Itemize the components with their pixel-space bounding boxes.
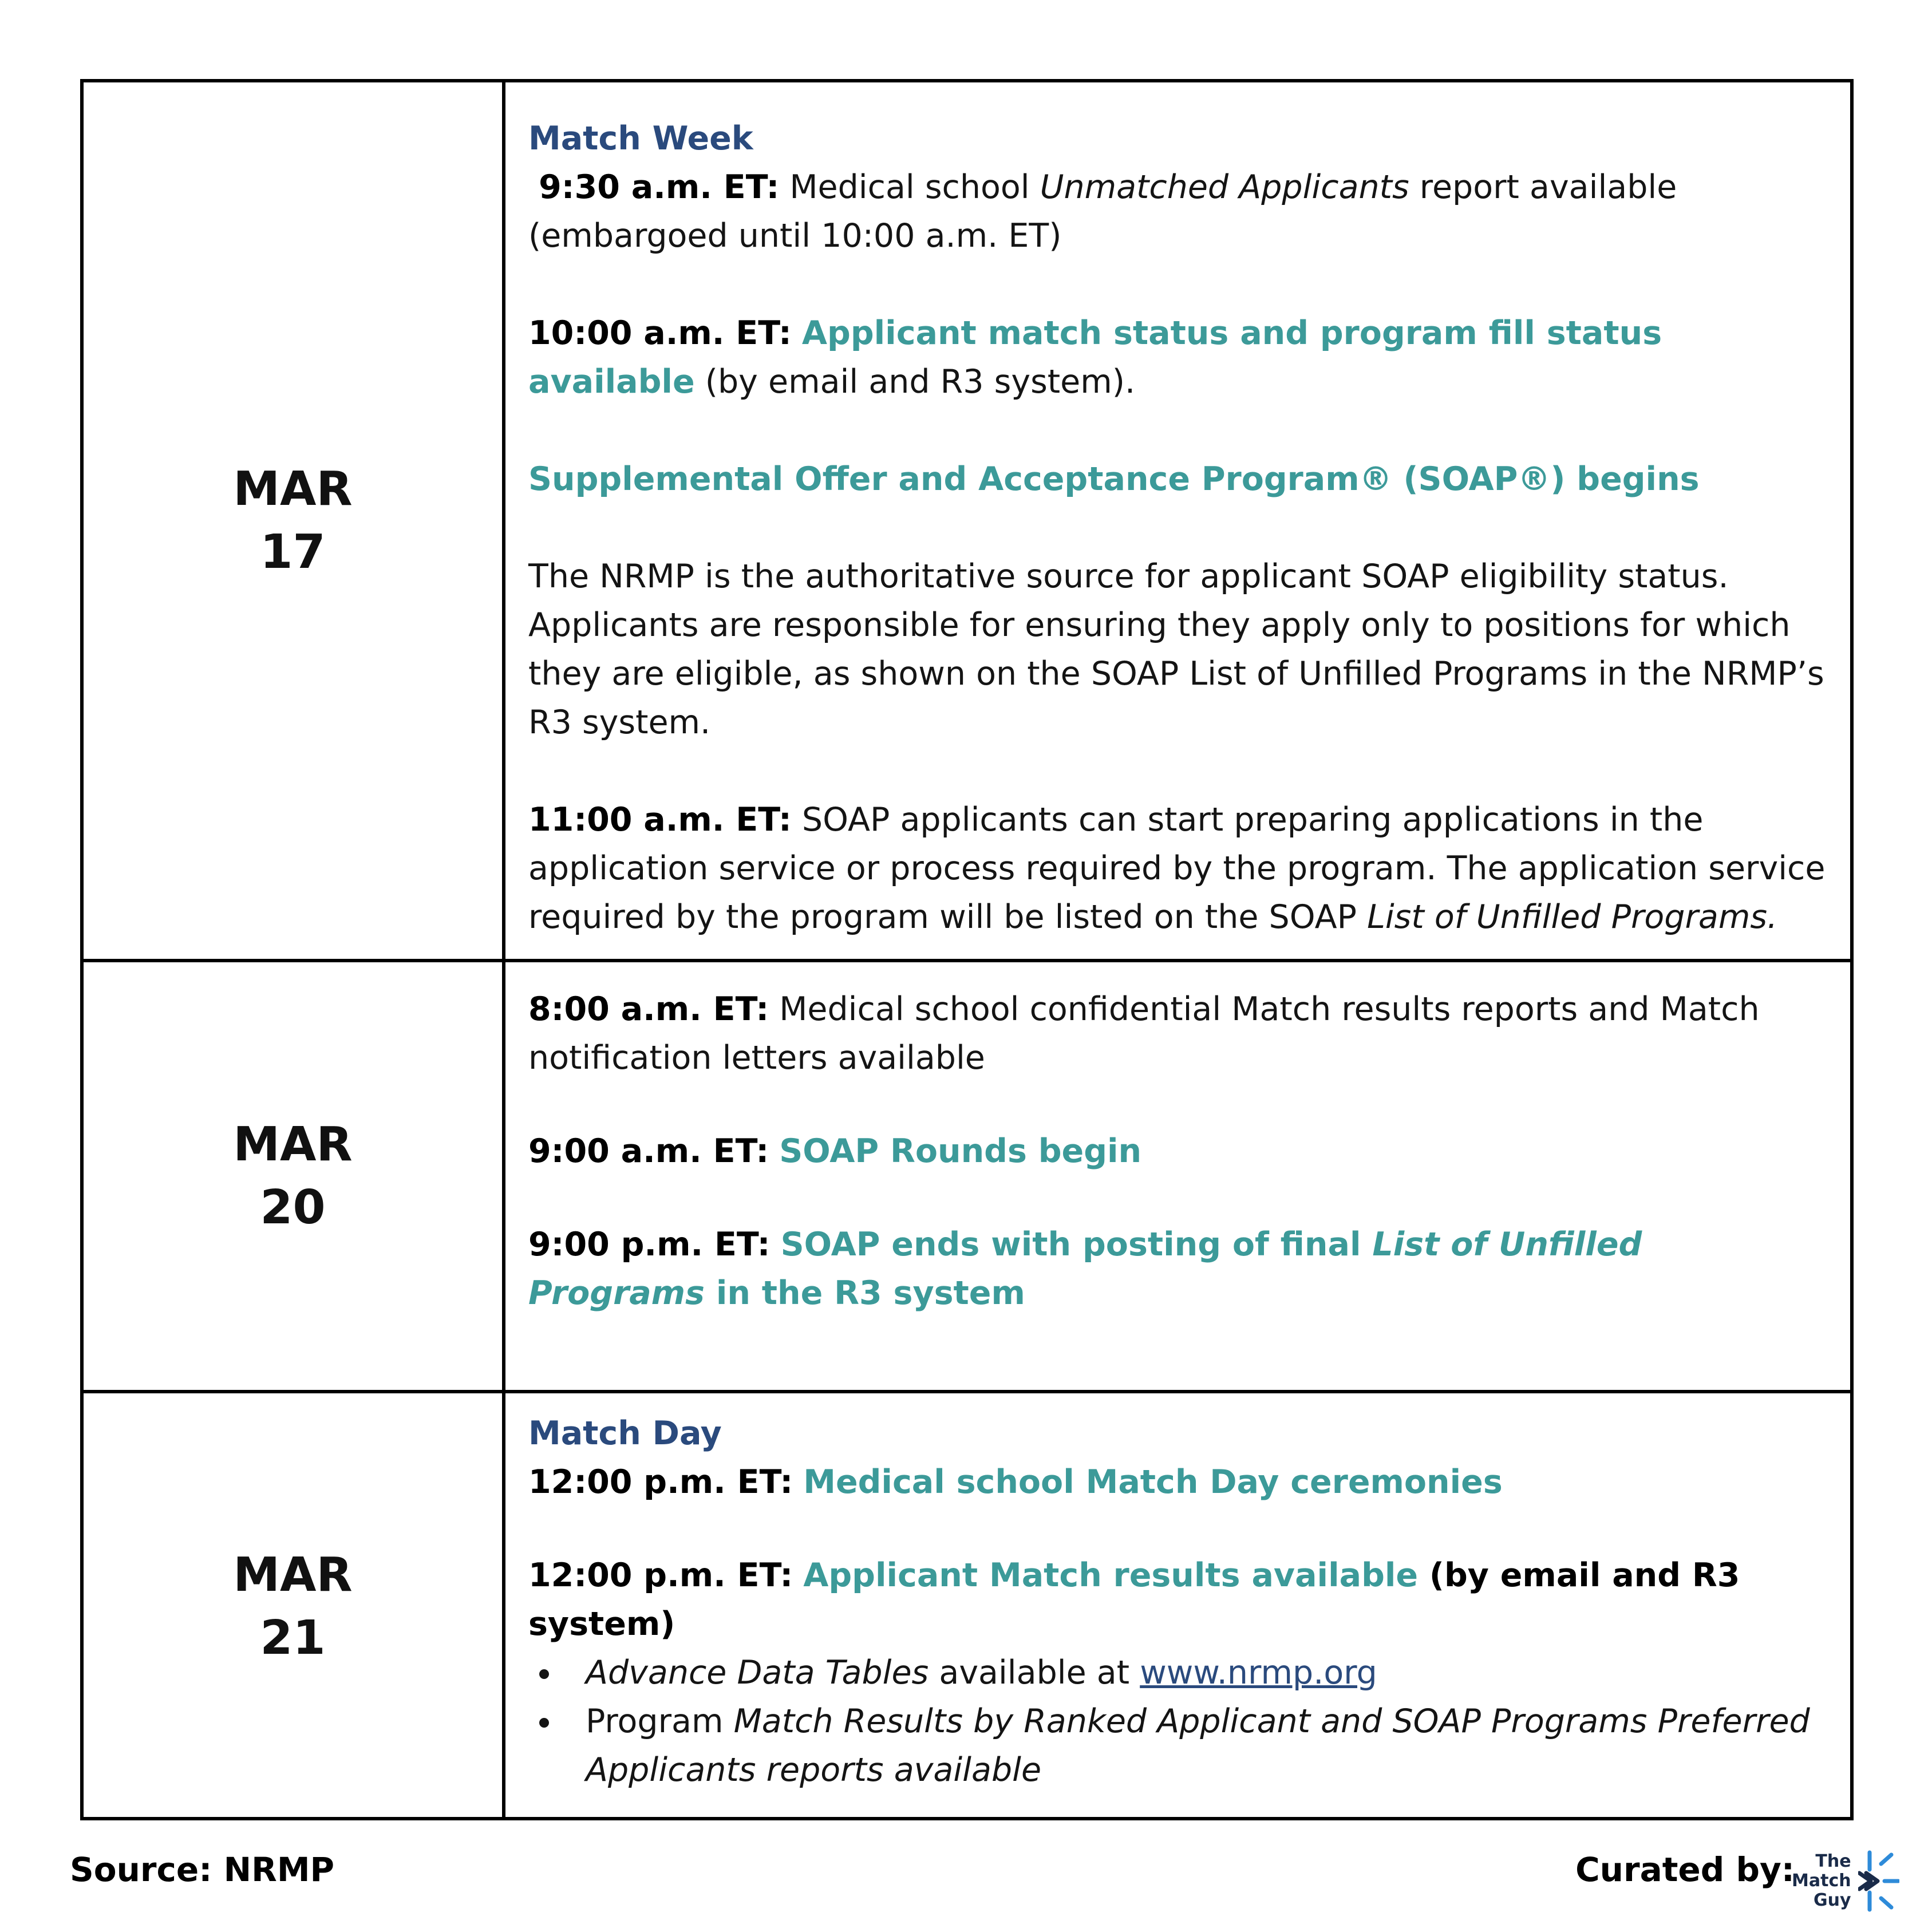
logo-line: Match [1792,1871,1851,1891]
event-time: 12:00 p.m. ET: [528,1556,793,1594]
event-paragraph: The NRMP is the authoritative source for applicant SOAP eligibility status. Applicants are responsible for ensuring they apply only to positions for which they are eligible, as shown on the SOAP List of Unfilled Programs in the NRMP’s R3 system. [528,558,1824,741]
event-time: 11:00 a.m. ET: [528,801,792,839]
burst-icon [1858,1847,1899,1915]
date-month: MAR [233,1117,353,1172]
event-entry [528,1551,1827,1649]
event-text: Medical school confidential Match results reports and Match notification letters available [528,990,1760,1077]
event-highlight: Applicant match status and program fill status available [528,314,1662,401]
date-cell [84,82,505,959]
event-highlight: Applicant Match results available [803,1556,1419,1594]
table-row [84,1393,1850,1820]
event-entry [528,309,1827,406]
event-text: Medical school [779,168,1040,206]
date-label [233,1544,352,1670]
event-entry [528,1127,1827,1176]
section-heading: Match Day [528,1415,722,1452]
event-highlight: SOAP Rounds begin [779,1132,1142,1170]
event-time: 10:00 a.m. ET: [528,314,792,352]
event-italic: Unmatched Applicants [1040,168,1409,206]
date-month: MAR [233,461,353,516]
logo-text [1792,1852,1851,1910]
event-cell [505,962,1850,1390]
date-cell [84,962,505,1390]
event-highlight: Medical school Match Day ceremonies [803,1463,1503,1501]
date-label [233,458,352,584]
event-bold: (by email and R3 system) [528,1556,1740,1643]
event-entry [528,796,1827,942]
event-highlight-part: SOAP ends with posting of final [780,1226,1373,1263]
date-day: 20 [260,1180,326,1235]
curated-by-label: Curated by: [1575,1850,1795,1889]
event-time: 8:00 a.m. ET: [528,990,769,1028]
event-highlight: Supplemental Offer and Acceptance Program® (SOAP®) begins [528,460,1700,498]
event-text: (by email and R3 system). [694,363,1136,401]
event-entry [528,163,1827,260]
schedule-table [80,79,1854,1820]
date-cell [84,1393,505,1820]
source-label: Source: NRMP [70,1850,335,1889]
event-text: Program [586,1702,734,1740]
table-row [84,82,1850,962]
bullet-list [528,1649,1827,1795]
logo-line: Guy [1814,1890,1851,1910]
event-time: 12:00 p.m. ET: [528,1463,793,1501]
event-italic: Advance Data Tables [586,1654,929,1692]
date-month: MAR [233,1548,353,1602]
nrmp-link[interactable]: www.nrmp.org [1140,1654,1377,1692]
event-italic: Match Results by Ranked Applicant and SOAP Programs Preferred Applicants reports available [586,1702,1810,1789]
event-time: 9:00 a.m. ET: [528,1132,769,1170]
date-label [233,1113,352,1239]
event-entry [528,1458,1827,1507]
event-text: report available (embargoed until 10:00 a.m. ET) [528,168,1677,255]
list-item [563,1697,1827,1795]
date-day: 17 [260,524,326,579]
event-italic: List of Unfilled Programs. [1367,898,1778,936]
event-entry [528,985,1827,1082]
event-text: SOAP applicants can start preparing applications in the application service or process required by the program. The application service required by the program will be listed on the SOAP [528,801,1826,936]
date-day: 21 [260,1611,326,1665]
match-guy-logo [1792,1847,1915,1915]
list-item [563,1649,1827,1697]
event-highlight-italic: List of Unfilled Programs [528,1226,1642,1312]
event-time: 9:00 p.m. ET: [528,1226,771,1263]
event-time: 9:30 a.m. ET: [539,168,780,206]
event-text: available at [929,1654,1140,1692]
event-cell [505,1393,1850,1820]
event-highlight-part: in the R3 system [705,1274,1025,1312]
event-cell [505,82,1850,959]
table-row [84,962,1850,1393]
section-heading: Match Week [528,120,753,157]
logo-line: The [1815,1851,1851,1871]
event-entry [528,1220,1827,1318]
